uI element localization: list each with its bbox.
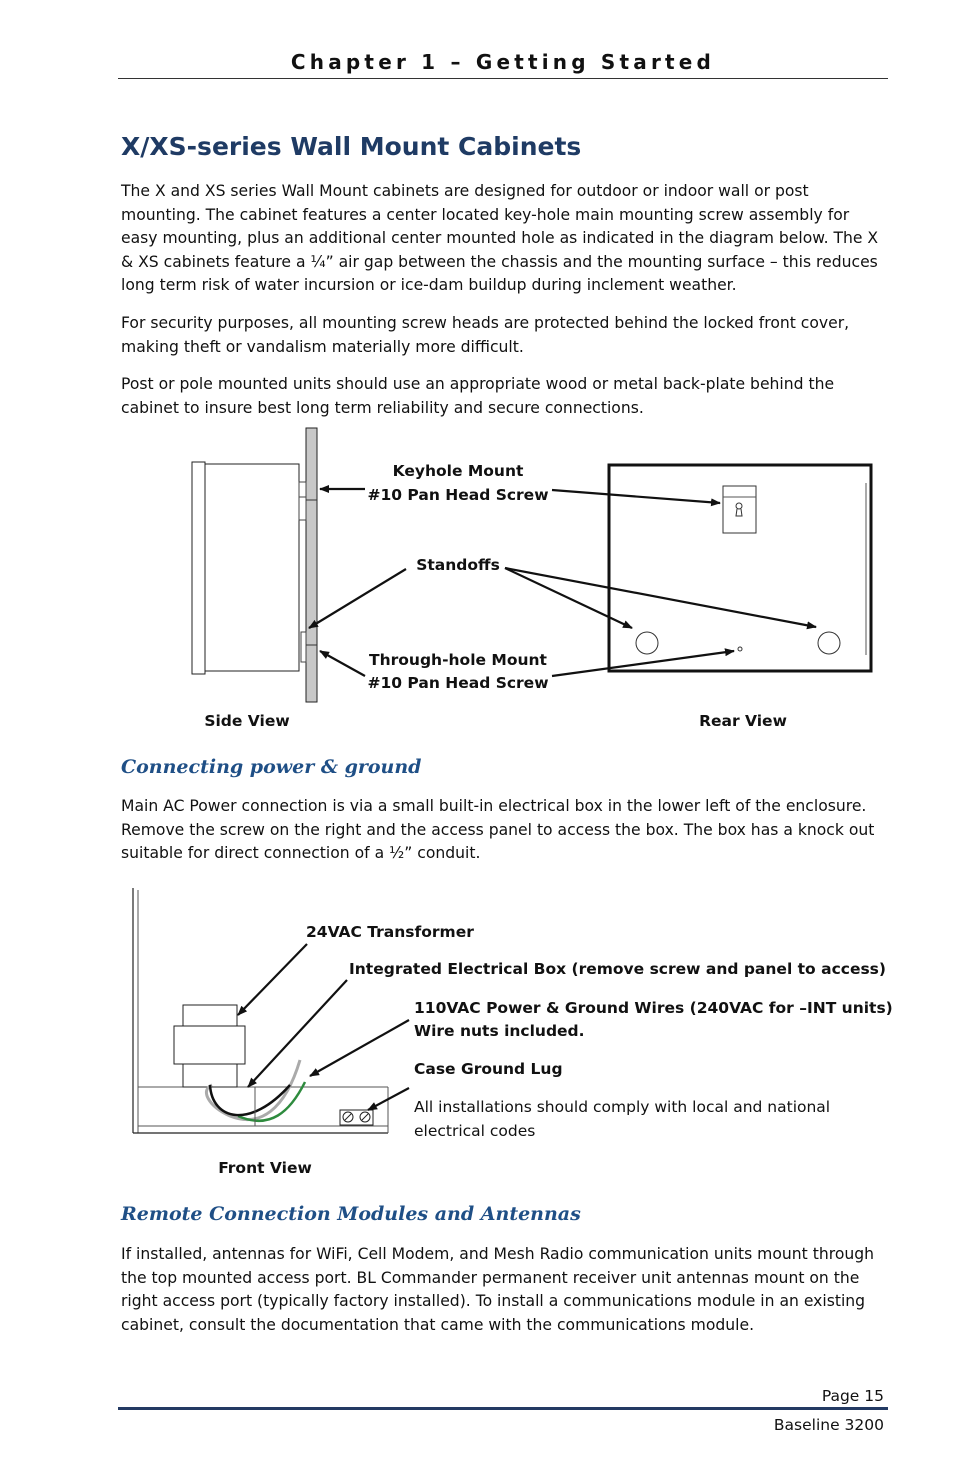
transformer-label: 24VAC Transformer xyxy=(306,923,474,941)
codes-note-1: All installations should comply with local and national xyxy=(414,1098,831,1116)
wires-label-1: 110VAC Power & Ground Wires (240VAC for –INT units) xyxy=(414,999,893,1017)
front-view-label: Front View xyxy=(218,1159,312,1177)
through-hole-label-1: Through-hole Mount xyxy=(369,651,547,669)
power-diagram xyxy=(0,880,954,1190)
page-number: Page 15 xyxy=(821,1387,884,1405)
wires-label-2: Wire nuts included. xyxy=(414,1022,585,1040)
doc-name: Baseline 3200 xyxy=(773,1416,884,1434)
intro-paragraph: The X and XS series Wall Mount cabinets are designed for outdoor or indoor wall or post mounting. The cabinet features a center located key-hole main mounting screw assembly for easy mounting, plus an additional center mounted hole as indicated in the diagram below. The X & XS cabinets feature a ¼” air gap between the chassis and the mounting surface – this reduces long term risk of water incursion or ice-dam buildup during inclement weather. xyxy=(121,182,879,294)
ground-lug-label: Case Ground Lug xyxy=(414,1060,563,1078)
section-title: X/XS-series Wall Mount Cabinets xyxy=(121,132,582,161)
chapter-header: Chapter 1 – Getting Started xyxy=(290,50,716,74)
rear-view-label: Rear View xyxy=(699,712,787,730)
keyhole-label-1: Keyhole Mount xyxy=(392,462,524,480)
keyhole-label-2: #10 Pan Head Screw xyxy=(367,486,549,504)
post-mount-paragraph: Post or pole mounted units should use an appropriate wood or metal back-plate behind the cabinet to insure best long term reliability and secure connections. xyxy=(121,375,835,417)
rear-view-drawing xyxy=(609,465,871,671)
remote-section-title: Remote Connection Modules and Antennas xyxy=(121,1203,581,1225)
side-view-drawing xyxy=(192,428,317,702)
side-view-label: Side View xyxy=(204,712,290,730)
codes-note-2: electrical codes xyxy=(414,1122,536,1140)
power-section-title: Connecting power & ground xyxy=(121,756,422,778)
through-hole-label-2: #10 Pan Head Screw xyxy=(367,674,549,692)
security-paragraph: For security purposes, all mounting screw heads are protected behind the locked front cover, making theft or vandalism materially more difficult. xyxy=(121,314,850,356)
elec-box-label: Integrated Electrical Box (remove screw and panel to access) xyxy=(349,960,886,978)
footer-rule xyxy=(118,1407,888,1410)
remote-paragraph: If installed, antennas for WiFi, Cell Modem, and Mesh Radio communication units mount through the top mounted access port. BL Commander permanent receiver unit antennas mount on the right access port (typically factory installed). To install a communications module in an existing cabinet, consult the documentation that came with the communications module. xyxy=(121,1245,875,1334)
power-paragraph: Main AC Power connection is via a small built-in electrical box in the lower left of the enclosure. Remove the screw on the right and the access panel to access the box. The box has a knock out suitable for direct connection of a ½” conduit. xyxy=(121,797,875,862)
standoffs-label: Standoffs xyxy=(416,556,500,574)
